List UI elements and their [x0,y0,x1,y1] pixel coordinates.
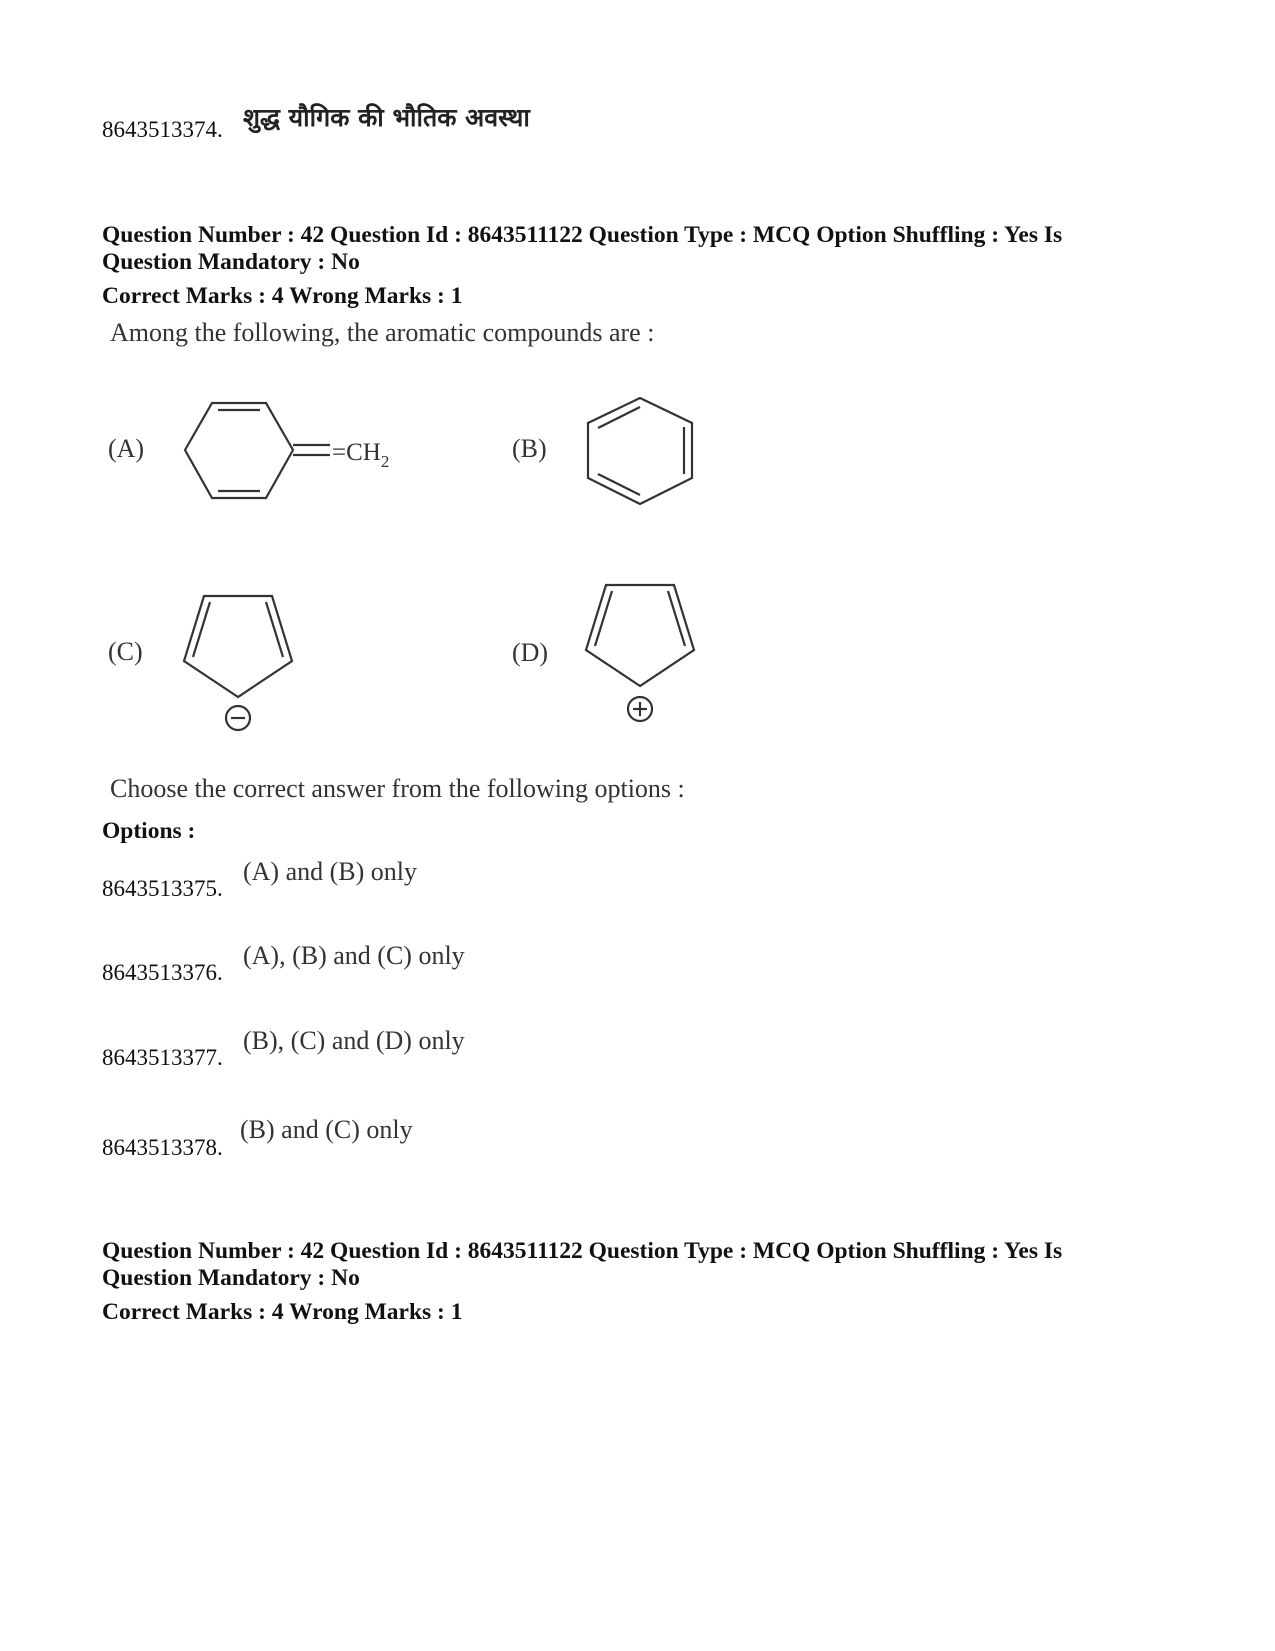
structure-c-label: (C) [108,637,143,666]
option-number: 8643513377. [102,1045,223,1070]
prev-option-text: शुद्ध यौगिक की भौतिक अवस्था [243,103,530,132]
next-question-header-line1: Question Number : 42 Question Id : 8643511122 Question Type : MCQ Option Shuffling : Yes Is [102,1238,1063,1264]
option-number: 8643513375. [102,876,223,901]
question-marks: Correct Marks : 4 Wrong Marks : 1 [102,283,463,309]
question-header-line1: Question Number : 42 Question Id : 8643511122 Question Type : MCQ Option Shuffling : Yes Is [102,222,1063,248]
option-text: (B) and (C) only [240,1115,413,1144]
question-instruction: Choose the correct answer from the following options : [110,774,685,803]
option-number: 8643513376. [102,960,223,985]
option-number: 8643513378. [102,1135,223,1160]
structure-b [588,398,692,504]
option-text: (A), (B) and (C) only [243,941,465,970]
next-question-header-line2: Question Mandatory : No [102,1265,360,1291]
prev-option-number: 8643513374. [102,117,223,142]
option-text: (B), (C) and (D) only [243,1026,465,1055]
structure-c [184,596,292,730]
question-prompt: Among the following, the aromatic compounds are : [110,318,655,347]
structure-d-label: (D) [512,638,549,667]
option-text: (A) and (B) only [243,857,418,886]
structure-a-label: (A) [108,434,145,463]
structure-d [586,585,694,721]
structures-figure [0,0,1275,760]
structure-a [185,403,330,498]
question-header-line2: Question Mandatory : No [102,249,360,275]
options-heading: Options : [102,818,196,844]
structure-b-label: (B) [512,434,547,463]
next-question-marks: Correct Marks : 4 Wrong Marks : 1 [102,1299,463,1325]
structure-a-formula: $=CH_2$ [332,439,390,471]
